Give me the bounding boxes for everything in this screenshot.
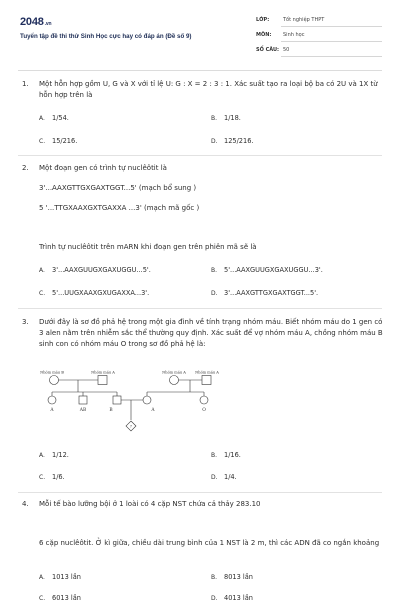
pedigree-male [202, 376, 211, 385]
question-divider [18, 492, 382, 493]
pedigree-label: A [50, 408, 54, 413]
question-text: Một hỗn hợp gồm U, G và X với tỉ lệ U: G : X = 2 : 3 : 1. Xác suất tạo ra loại bộ ba có 2U và 1X từ hỗn hợp trên là [39, 80, 378, 99]
pedigree-female [50, 376, 59, 385]
option-letter: A. [39, 115, 45, 122]
pedigree-label: Nhóm máu A [162, 370, 186, 375]
question-number: 4. [22, 500, 29, 508]
pedigree-male [98, 376, 107, 385]
meta-underline [281, 41, 382, 42]
question-subtext: Trình tự nuclêôtit trên mARN khi đoạn gen trên phiên mã sẽ là [39, 243, 257, 251]
question-number: 1. [22, 80, 29, 88]
option-text: 1/54. [52, 114, 69, 122]
gene-strand-lines [22, 183, 384, 194]
option-c[interactable] [39, 137, 77, 145]
pedigree-label: B [109, 408, 113, 413]
option-letter: D. [211, 595, 218, 602]
option-letter: B. [211, 574, 218, 581]
exam-meta [256, 14, 382, 59]
pedigree-label: Nhóm máu B [40, 370, 64, 375]
meta-label: LỚP: [256, 17, 270, 23]
option-text: 3'...AAXGUUGXGAXUGGU...5'. [52, 266, 151, 274]
question-4 [22, 499, 384, 510]
option-b[interactable] [211, 114, 241, 122]
option-a[interactable] [39, 266, 151, 274]
option-text: 125/216. [224, 137, 254, 145]
pedigree-female [170, 376, 179, 385]
option-letter: C. [39, 290, 46, 297]
option-letter: B. [211, 452, 218, 459]
question-2 [22, 163, 384, 174]
site-logo[interactable] [20, 16, 51, 28]
option-text: 1/6. [52, 473, 65, 481]
option-b[interactable] [211, 573, 253, 581]
option-letter: C. [39, 138, 46, 145]
option-letter: C. [39, 595, 46, 602]
question-text: Một đoạn gen có trình tự nuclêôtit là [39, 164, 167, 172]
question-4-continued [22, 538, 384, 549]
option-a[interactable] [39, 573, 81, 581]
meta-row-class [256, 14, 382, 29]
question-prompt [22, 242, 384, 253]
pedigree-chart [30, 368, 245, 438]
option-text: 1/4. [224, 473, 237, 481]
option-c[interactable] [39, 473, 65, 481]
option-text: 1/12. [52, 451, 69, 459]
option-a[interactable] [39, 451, 69, 459]
pedigree-male [79, 396, 87, 404]
option-a[interactable] [39, 114, 69, 122]
pedigree-label: O [202, 408, 206, 413]
question-divider [18, 308, 382, 309]
pedigree-question-mark: ? [129, 423, 133, 429]
pedigree-label: AB [79, 408, 87, 413]
option-b[interactable] [211, 266, 323, 274]
logo-suffix: .vn [44, 21, 52, 27]
option-d[interactable] [211, 137, 254, 145]
question-number: 3. [22, 318, 29, 326]
option-text: 6013 lần [52, 594, 81, 602]
question-text: Mỗi tế bào lưỡng bội ở 1 loài có 4 cặp NST chứa cả thảy 283.10 [39, 500, 261, 508]
template-strand: 5 '...TTGXAAXGXTGAXXA ...3' (mạch mã gốc ) [39, 204, 200, 212]
option-text: 15/216. [52, 137, 78, 145]
option-letter: D. [211, 290, 218, 297]
logo-text: 2048 [20, 16, 44, 28]
question-divider [18, 155, 382, 156]
option-text: 4013 lần [224, 594, 253, 602]
option-letter: A. [39, 267, 45, 274]
option-text: 5'...UUGXAAXGXUGAXXA...3'. [52, 289, 150, 297]
option-d[interactable] [211, 594, 253, 602]
pedigree-label: A [151, 408, 155, 413]
header-divider [18, 70, 382, 71]
gene-strand-lines [22, 203, 384, 214]
question-1 [22, 79, 384, 101]
option-letter: A. [39, 574, 45, 581]
meta-value: Sinh học [283, 32, 305, 38]
option-text: 8013 lần [224, 573, 253, 581]
question-text: Dưới đây là sơ đồ phả hệ trong một gia đình về tính trạng nhóm máu. Biết nhóm máu do 1 gen có 3 alen nằm trên nhiễm sắc thể thường quy định. Xác suất để vợ nhóm máu A, chồng nhóm máu B sinh con có nhóm máu O trong sơ đồ phả hệ là: [39, 318, 383, 348]
meta-label: SỐ CÂU: [256, 47, 280, 53]
pedigree-label: Nhóm máu A [195, 370, 219, 375]
option-d[interactable] [211, 473, 237, 481]
meta-row-count [256, 44, 382, 59]
option-b[interactable] [211, 451, 241, 459]
meta-underline [281, 56, 382, 57]
pedigree-female [200, 396, 208, 404]
option-letter: D. [211, 138, 218, 145]
question-3 [22, 317, 384, 350]
option-text: 3'...AAXGTTGXGAXTGGT...5'. [224, 289, 319, 297]
question-number: 2. [22, 164, 29, 172]
option-text: 5'...AAXGUUGXGAXUGGU...3'. [224, 266, 323, 274]
option-d[interactable] [211, 289, 318, 297]
meta-value: Tốt nghiệp THPT [283, 17, 325, 23]
option-c[interactable] [39, 289, 149, 297]
pedigree-female [143, 396, 151, 404]
document-title: Tuyển tập đề thi thử Sinh Học cực hay có đáp án (Đề số 9) [20, 33, 192, 40]
meta-label: MÔN: [256, 32, 272, 38]
meta-row-subject [256, 29, 382, 44]
option-letter: B. [211, 115, 218, 122]
option-text: 1013 lần [52, 573, 81, 581]
option-text: 1/16. [224, 451, 241, 459]
meta-value: 50 [283, 47, 290, 53]
pedigree-male [113, 396, 121, 404]
option-letter: C. [39, 474, 46, 481]
meta-underline [281, 26, 382, 27]
coding-strand: 3'...AAXGTTGXGAXTGGT...5' (mạch bổ sung ) [39, 184, 197, 192]
pedigree-female [48, 396, 56, 404]
option-c[interactable] [39, 594, 81, 602]
pedigree-label: Nhóm máu A [91, 370, 115, 375]
option-letter: B. [211, 267, 218, 274]
option-letter: D. [211, 474, 218, 481]
option-text: 1/18. [224, 114, 241, 122]
question-text-continued: 6 cặp nuclêôtit. Ở kì giữa, chiều dài trung bình của 1 NST là 2 m, thì các ADN đã co ngắn khoảng [39, 539, 380, 547]
option-letter: A. [39, 452, 45, 459]
